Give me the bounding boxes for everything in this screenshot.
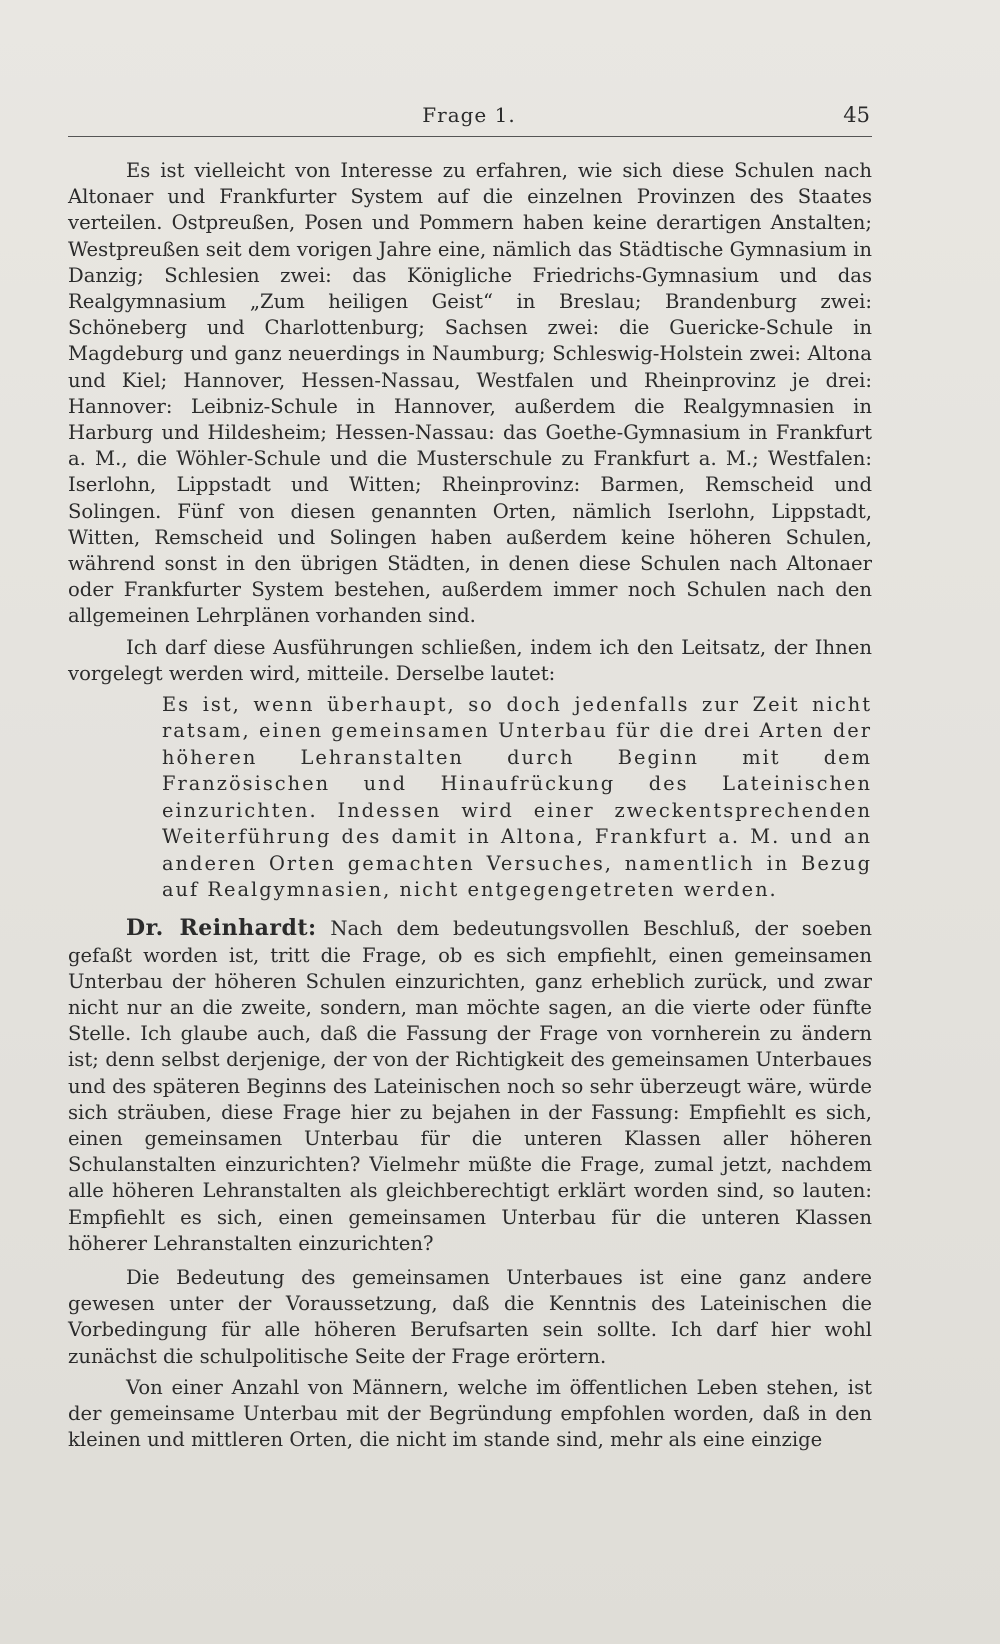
page-number: 45	[843, 103, 870, 127]
running-title: Frage 1.	[422, 103, 516, 127]
paragraph-anzahl: Von einer Anzahl von Männern, welche im öffentlichen Leben stehen, ist der gemeinsame Unterbau mit der Begründung empfohlen worden, daß in den kleinen und mittleren Orten, die nicht im stande sind, mehr als eine einzige	[68, 1375, 872, 1452]
speech-reinhardt	[68, 915, 872, 1257]
paragraph-bedeutung: Die Bedeutung des gemeinsamen Unterbaues ist eine ganz andere gewesen unter der Voraussetzung, daß die Kenntnis des Lateinischen die Vorbedingung für alle höheren Berufsarten sein sollte. Ich darf hier wohl zunächst die schulpolitische Seite der Frage erörtern.	[68, 1265, 872, 1368]
header-rule	[68, 136, 872, 137]
page-body	[68, 158, 872, 1453]
speaker-name: Dr. Reinhardt:	[126, 915, 317, 942]
leitsatz-quote: Es ist, wenn überhaupt, so doch jedenfalls zur Zeit nicht ratsam, einen gemeinsamen Unterbau für die drei Arten der höheren Lehranstalten durch Beginn mit dem Französischen und Hinaufrückung des Lateinischen einzurichten. Indessen wird einer zweckentsprechenden Weiterführung des damit in Altona, Frankfurt a. M. und an anderen Orten gemachten Versuches, namentlich in Bezug auf Realgymnasien, nicht entgegengetreten werden.	[162, 693, 872, 901]
paragraph-distribution: Es ist vielleicht von Interesse zu erfahren, wie sich diese Schulen nach Altonaer und Frankfurter System auf die einzelnen Provinzen des Staates verteilen. Ostpreußen, Posen und Pommern haben keine derartigen Anstalten; Westpreußen seit dem vorigen Jahre eine, nämlich das Städtische Gymnasium in Danzig; Schlesien zwei: das Königliche Friedrichs-Gymnasium und das Realgymnasium „Zum heiligen Geist“ in Breslau; Brandenburg zwei: Schöneberg und Charlottenburg; Sachsen zwei: die Guericke-Schule in Magdeburg und ganz neuerdings in Naumburg; Schleswig-Holstein zwei: Altona und Kiel; Hannover, Hessen-Nassau, Westfalen und Rheinprovinz je drei: Hannover: Leibniz-Schule in Hannover, außerdem die Realgymnasien in Harburg und Hildesheim; Hessen-Nassau: das Goethe-Gymnasium in Frankfurt a. M., die Wöhler-Schule und die Musterschule zu Frankfurt a. M.; Westfalen: Iserlohn, Lippstadt und Witten; Rheinprovinz: Barmen, Remscheid und Solingen. Fünf von diesen genannten Orten, nämlich Iserlohn, Lippstadt, Witten, Remscheid und Solingen haben außerdem keine höheren Schulen, während sonst in den übrigen Städten, in denen diese Schulen nach Altonaer oder Frankfurter System bestehen, außerdem immer noch Schulen nach den allgemeinen Lehrplänen vorhanden sind.	[68, 159, 872, 628]
speech-text: Nach dem bedeutungsvollen Beschluß, der soeben gefaßt worden ist, tritt die Frage, ob es sich empfiehlt, einen gemeinsamen Unterbau der höheren Schulen einzurichten, ganz erheblich zurück, und zwar nicht nur an die zweite, sondern, man möchte sagen, an die vierte oder fünfte Stelle. Ich glaube auch, daß die Fassung der Frage von vornherein zu ändern ist; denn selbst derjenige, der von der Richtigkeit des gemeinsamen Unterbaues und des späteren Beginns des Lateinischen noch so sehr überzeugt wäre, würde sich sträuben, diese Frage hier zu bejahen in der Fassung: Empfiehlt es sich, einen gemeinsamen Unterbau für die unteren Klassen aller höheren Schulanstalten einzurichten? Vielmehr müßte die Frage, zumal jetzt, nachdem alle höheren Lehranstalten als gleichberechtigt erklärt worden sind, so lauten: Empfiehlt es sich, einen gemeinsamen Unterbau für die unteren Klassen höherer Lehranstalten einzurichten?	[68, 917, 872, 1255]
paragraph-leitsatz-intro: Ich darf diese Ausführungen schließen, indem ich den Leitsatz, der Ihnen vorgelegt werden wird, mitteile. Derselbe lautet:	[68, 635, 872, 685]
page-header	[68, 103, 870, 133]
